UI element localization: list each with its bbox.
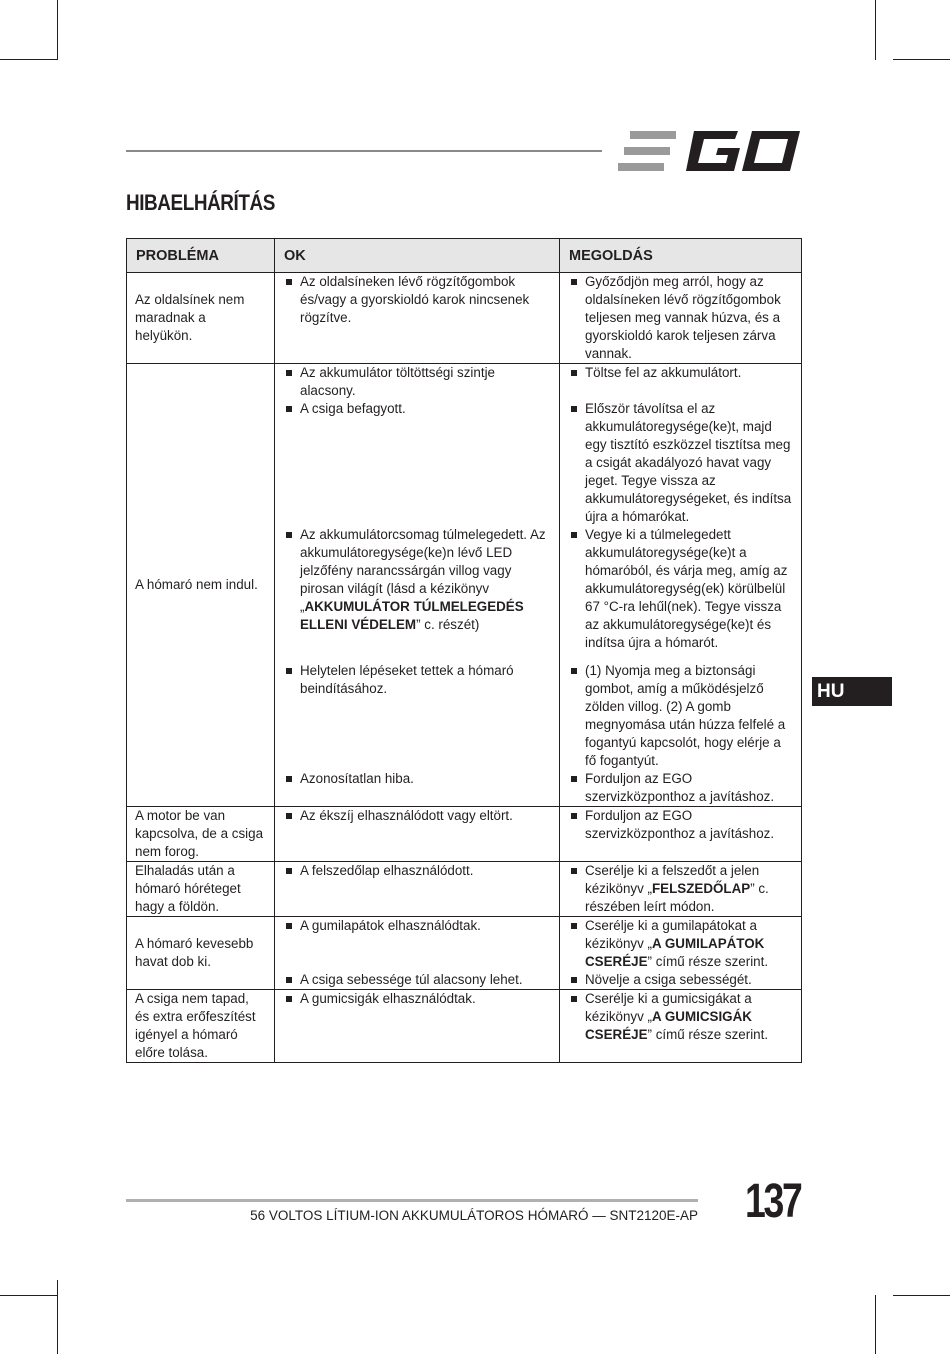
table-row	[127, 862, 802, 917]
solution-cell	[560, 917, 802, 972]
cause-cell	[275, 862, 560, 917]
page-title: HIBAELHÁRÍTÁS	[126, 190, 275, 215]
problem-cell: A motor be van kapcsolva, de a csiga nem forog.	[127, 807, 275, 862]
crop-mark	[57, 1280, 58, 1354]
solution-cell	[560, 273, 802, 364]
section-reference: A GUMILAPÁTOK CSERÉJE	[585, 936, 765, 969]
solution-item: Vegye ki a túlmelegedett akkumulátoregysége(ke)t a hómaróból, és várja meg, amíg az akkumulátoregység(ek) körülbelül 67 °C-ra lehűl(nek). Tegye vissza az akkumulátoregysége(ke)t és indítsa újra a hómarót.	[568, 526, 793, 652]
solution-cell	[560, 990, 802, 1063]
cause-cell	[275, 364, 560, 401]
solution-cell	[560, 526, 802, 652]
table-row	[127, 273, 802, 364]
crop-mark	[893, 1295, 950, 1296]
table-row	[127, 364, 802, 401]
solution-text: ” c. részében leírt módon.	[585, 881, 769, 914]
solution-cell	[560, 971, 802, 990]
troubleshooting-table	[126, 238, 802, 1063]
solution-item: Növelje a csiga sebességét.	[568, 971, 793, 989]
table-row	[127, 917, 802, 972]
cause-cell	[275, 652, 560, 770]
cause-item: A gumicsigák elhasználódtak.	[283, 990, 551, 1008]
solution-cell	[560, 862, 802, 917]
table-row	[127, 807, 802, 862]
ego-logo	[616, 128, 802, 174]
cause-item	[283, 526, 551, 634]
table-header-row	[127, 239, 802, 273]
section-reference: FELSZEDŐLAP	[651, 881, 751, 896]
solution-item: Töltse fel az akkumulátort.	[568, 364, 793, 382]
solution-cell	[560, 770, 802, 807]
crop-mark	[893, 59, 950, 60]
problem-cell: A csiga nem tapad, és extra erőfeszítést igényel a hómaró előre tolása.	[127, 990, 275, 1063]
solution-cell	[560, 400, 802, 526]
cause-cell	[275, 400, 560, 526]
header-rule	[126, 150, 602, 152]
solution-item: (1) Nyomja meg a biztonsági gombot, amíg a működésjelző zölden villog. (2) A gomb megnyomása után húzza felfelé a fogantyú kapcsolót, hogy elérje a fő fogantyút.	[568, 662, 793, 770]
solution-item: Forduljon az EGO szervizközponthoz a javításhoz.	[568, 770, 793, 806]
solution-text: Cserélje ki a gumilapátokat a kézikönyv „	[585, 918, 757, 951]
cause-item: Azonosítatlan hiba.	[283, 770, 551, 788]
solution-text: ” című része szerint.	[647, 1027, 769, 1042]
solution-text: Cserélje ki a gumicsigákat a kézikönyv „	[585, 991, 752, 1024]
solution-item: Először távolítsa el az akkumulátoregysége(ke)t, majd egy tisztító eszközzel tisztítsa meg a csigát akadályozó havat vagy jeget. Tegye vissza az akkumulátoregységeket, és indítsa újra a hómarókat.	[568, 400, 793, 526]
footer-product-title: 56 VOLTOS LÍTIUM-ION AKKUMULÁTOROS HÓMARÓ — SNT2120E-AP	[250, 1208, 698, 1223]
cause-item: A felszedőlap elhasználódott.	[283, 862, 551, 880]
cause-item: Az ékszíj elhasználódott vagy eltört.	[283, 807, 551, 825]
cause-cell	[275, 990, 560, 1063]
solution-item: Forduljon az EGO szervizközponthoz a javításhoz.	[568, 807, 793, 843]
solution-item	[568, 990, 793, 1044]
column-header-problem: PROBLÉMA	[127, 239, 275, 273]
crop-mark	[0, 59, 57, 60]
crop-mark	[875, 1295, 876, 1354]
cause-text: Az akkumulátorcsomag túlmelegedett. Az akkumulátoregysége(ke)n lévő LED jelzőfény narancssárgán villog vagy pirosan világít (lásd a kézikönyv „	[300, 527, 546, 614]
column-header-solution: MEGOLDÁS	[560, 239, 802, 273]
solution-text: Cserélje ki a felszedőt a jelen kézikönyv „	[585, 863, 760, 896]
section-reference: A GUMICSIGÁK CSERÉJE	[585, 1009, 752, 1042]
cause-item: Az akkumulátor töltöttségi szintje alacsony.	[283, 364, 551, 400]
cause-item: A csiga sebessége túl alacsony lehet.	[283, 971, 551, 989]
solution-item	[568, 917, 793, 971]
footer-rule	[126, 1199, 698, 1202]
cause-cell	[275, 273, 560, 364]
cause-cell	[275, 971, 560, 990]
section-reference: AKKUMULÁTOR TÚLMELEGEDÉS ELLENI VÉDELEM	[300, 599, 524, 632]
cause-item: A gumilapátok elhasználódtak.	[283, 917, 551, 935]
problem-cell: A hómaró kevesebb havat dob ki.	[127, 917, 275, 990]
solution-item: Győződjön meg arról, hogy az oldalsíneken lévő rögzítőgombok teljesen meg vannak húzva, és a gyorskioldó karok teljesen zárva vannak.	[568, 273, 793, 363]
cause-cell	[275, 526, 560, 652]
problem-cell: Elhaladás után a hómaró hóréteget hagy a földön.	[127, 862, 275, 917]
crop-mark	[57, 0, 58, 60]
cause-cell	[275, 807, 560, 862]
cause-item: Helytelen lépéseket tettek a hómaró beindításához.	[283, 662, 551, 698]
cause-item: A csiga befagyott.	[283, 400, 551, 418]
language-tab: HU	[812, 677, 892, 706]
solution-cell	[560, 652, 802, 770]
column-header-cause: OK	[275, 239, 560, 273]
cause-text: ” c. részét)	[416, 617, 480, 632]
cause-item: Az oldalsíneken lévő rögzítőgombok és/vagy a gyorskioldó karok nincsenek rögzítve.	[283, 273, 551, 327]
solution-cell	[560, 807, 802, 862]
solution-cell	[560, 364, 802, 401]
crop-mark	[0, 1295, 57, 1296]
problem-cell: A hómaró nem indul.	[127, 364, 275, 807]
crop-mark	[875, 0, 876, 60]
solution-item	[568, 862, 793, 916]
page-number: 137	[745, 1175, 801, 1228]
solution-text: ” című része szerint.	[647, 954, 769, 969]
table-row	[127, 990, 802, 1063]
cause-cell	[275, 917, 560, 972]
cause-cell	[275, 770, 560, 807]
problem-cell: Az oldalsínek nem maradnak a helyükön.	[127, 273, 275, 364]
